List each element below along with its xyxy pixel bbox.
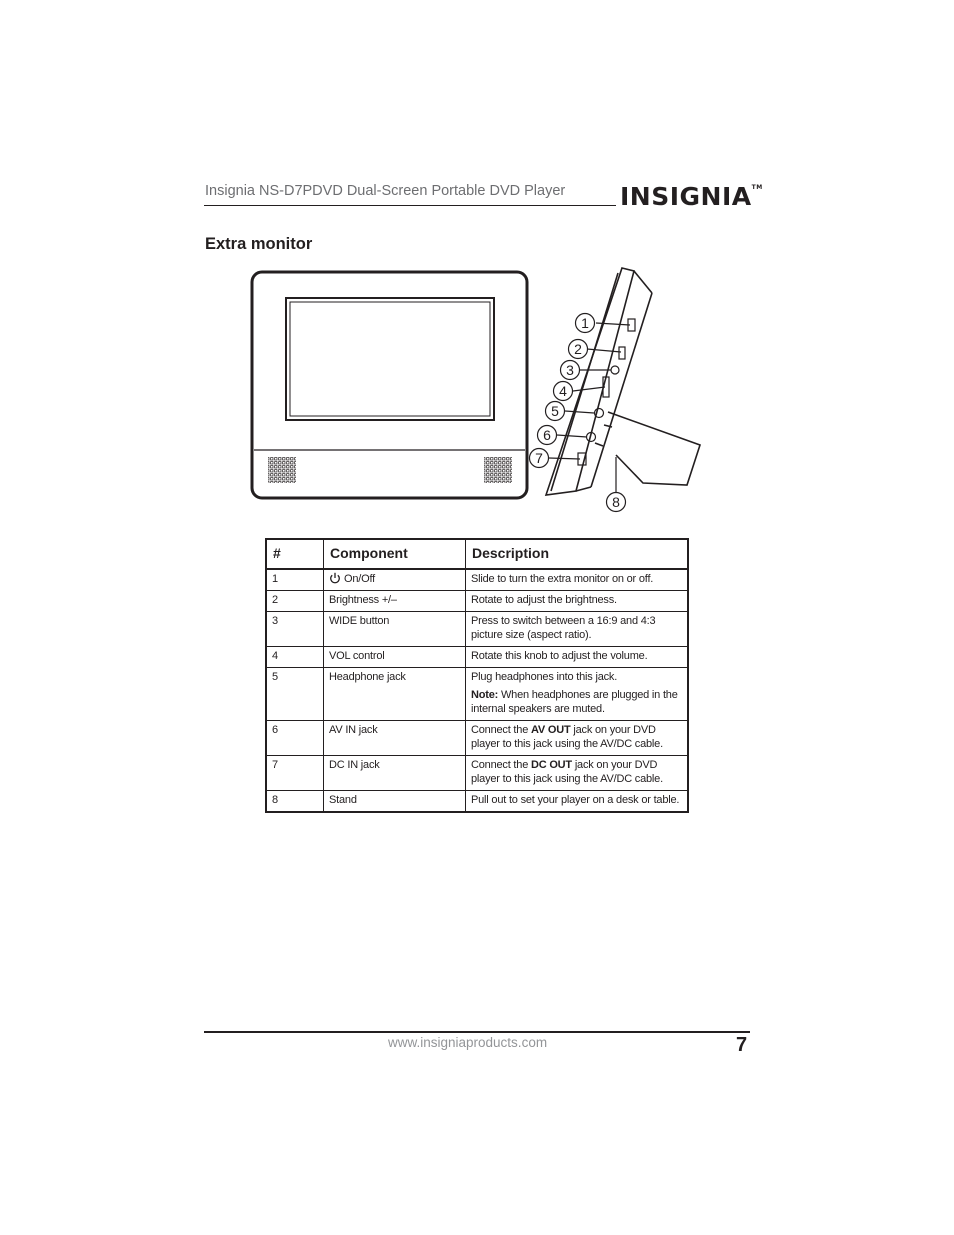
row-number: 4 [266,647,324,668]
callout-3 [561,361,580,380]
components-table [265,538,689,813]
note-text: When headphones are plugged in the internal speakers are muted. [471,689,678,715]
table-row [266,647,688,668]
callout-4 [554,382,573,401]
row-description: Slide to turn the extra monitor on or off. [466,569,689,591]
row-description [466,721,689,756]
header-description: Description [466,539,689,569]
row-number: 7 [266,756,324,791]
note-label: Note: [471,689,499,701]
header-number: # [266,539,324,569]
table-header-row [266,539,688,569]
svg-text:5: 5 [551,403,559,419]
section-title: Extra monitor [205,235,313,253]
table-row [266,756,688,791]
table-row [266,569,688,591]
insignia-logo [620,182,763,211]
table-row [266,591,688,612]
callout-8 [607,493,626,512]
extra-monitor-diagram [250,265,710,520]
callout-6 [538,426,557,445]
component-label: On/Off [344,573,375,585]
description-text: Plug headphones into this jack. [471,671,618,683]
row-component: VOL control [324,647,466,668]
row-component [324,569,466,591]
table-row [266,791,688,813]
svg-text:8: 8 [612,494,620,510]
svg-text:2: 2 [574,341,582,357]
svg-text:6: 6 [543,427,551,443]
footer-url: www.insigniaproducts.com [388,1035,548,1050]
row-number: 2 [266,591,324,612]
footer-rule [204,1031,750,1033]
callout-2 [569,340,588,359]
description-bold: DC OUT [530,759,572,771]
row-description: Rotate this knob to adjust the volume. [466,647,689,668]
table-row [266,612,688,647]
table-row [266,721,688,756]
row-description: Press to switch between a 16:9 and 4:3 picture size (aspect ratio). [466,612,689,647]
monitor-front-view [252,272,527,498]
power-icon [329,572,341,584]
svg-text:1: 1 [581,315,589,331]
row-number: 8 [266,791,324,813]
svg-text:4: 4 [559,383,567,399]
row-description: Pull out to set your player on a desk or table. [466,791,689,813]
row-component: AV IN jack [324,721,466,756]
monitor-side-view [546,268,700,495]
row-number: 6 [266,721,324,756]
description-post: jack on your DVD player to this jack using the AV/DC cable. [471,724,663,750]
description-post: jack on your DVD player to this jack using the AV/DC cable. [471,759,663,785]
row-component: Brightness +/– [324,591,466,612]
page-number: 7 [736,1034,748,1056]
row-number: 5 [266,668,324,721]
header-component: Component [324,539,466,569]
table-row [266,668,688,721]
row-component: Headphone jack [324,668,466,721]
svg-text:7: 7 [535,450,543,466]
row-component: DC IN jack [324,756,466,791]
logo-trademark: TM [751,184,763,191]
row-number: 1 [266,569,324,591]
logo-text: INSIGNIA [620,182,752,211]
row-description [466,668,689,721]
note [471,688,682,716]
row-component: WIDE button [324,612,466,647]
left-speaker-grille [268,457,296,483]
running-header: Insignia NS-D7PDVD Dual-Screen Portable DVD Player [205,183,566,199]
header-rule [204,205,616,206]
description-pre: Connect the [471,759,529,771]
row-component: Stand [324,791,466,813]
row-number: 3 [266,612,324,647]
description-pre: Connect the [471,724,529,736]
callout-1 [576,314,595,333]
row-description [466,756,689,791]
right-speaker-grille [484,457,512,483]
callout-7 [530,449,549,468]
callout-5 [546,402,565,421]
svg-text:3: 3 [566,362,574,378]
row-description: Rotate to adjust the brightness. [466,591,689,612]
description-bold: AV OUT [530,724,571,736]
